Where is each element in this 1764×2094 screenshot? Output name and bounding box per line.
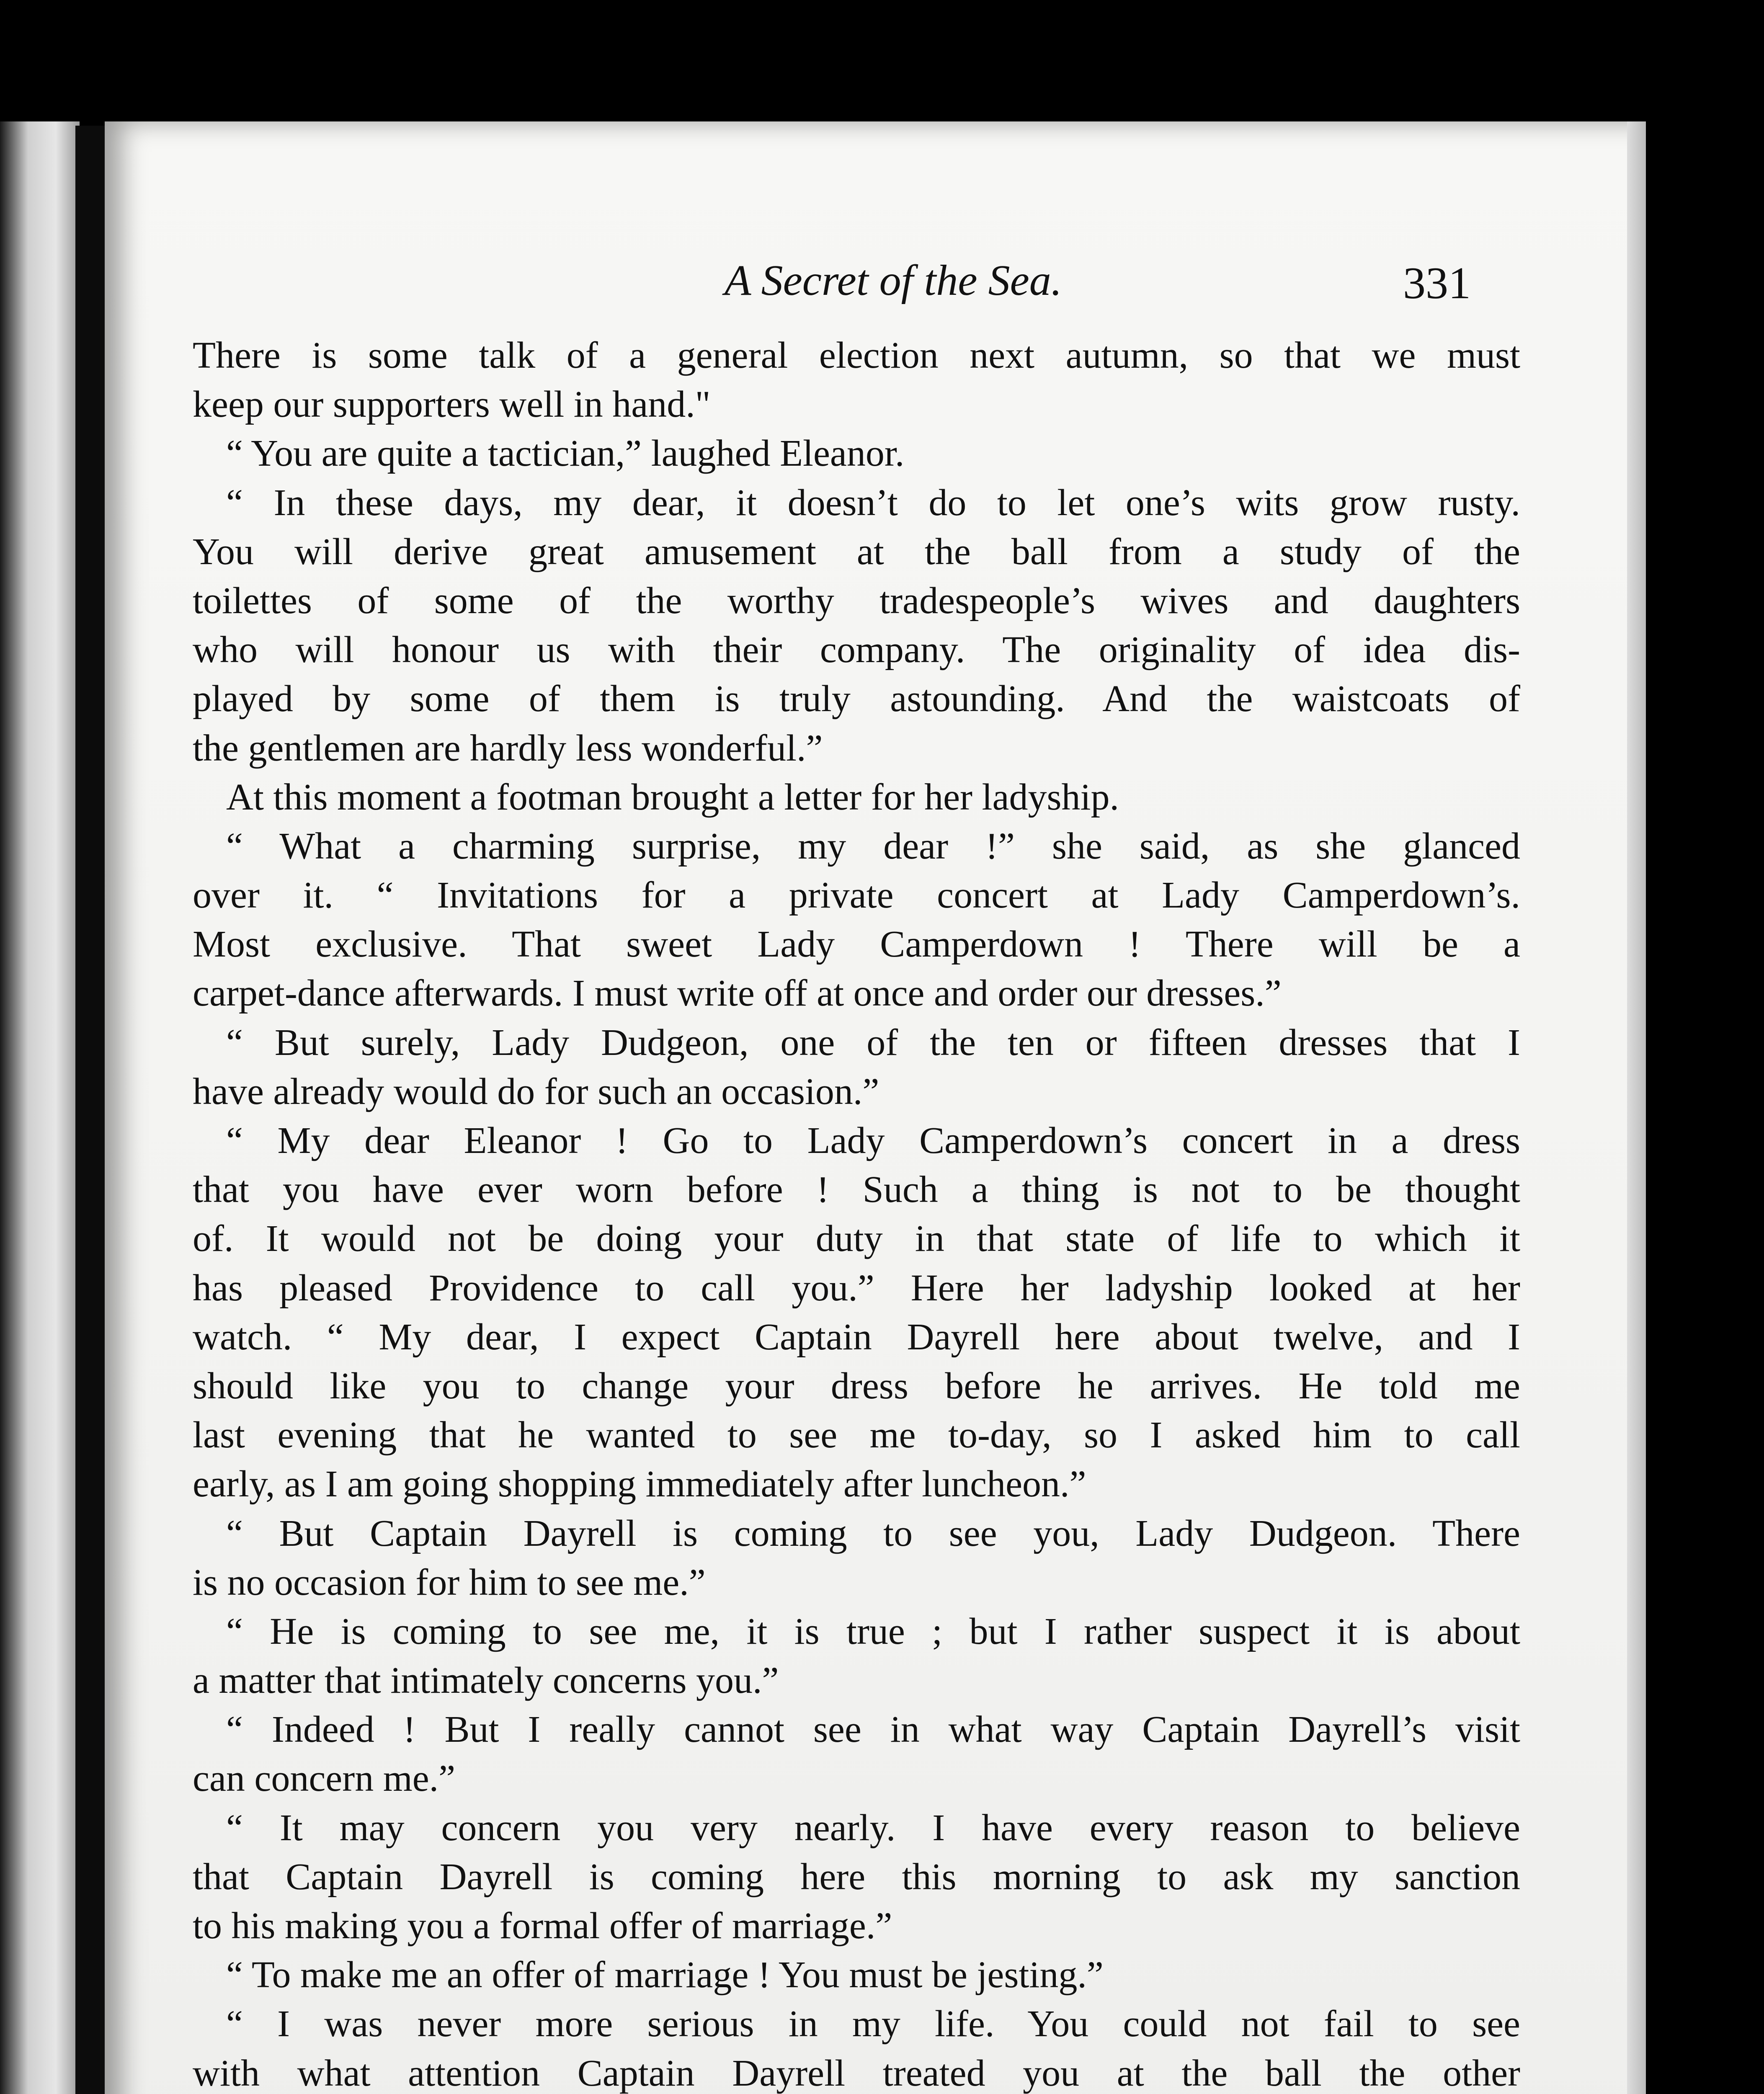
text-line: You will derive great amusement at the ball from a study of the xyxy=(193,531,1520,572)
text-line: There is some talk of a general election next autumn, so that we must xyxy=(193,335,1520,376)
text-line: toilettes of some of the worthy tradespeople’s wives and daughters xyxy=(193,580,1520,621)
text-line: “ But Captain Dayrell is coming to see you, Lady Dudgeon. There xyxy=(226,1512,1520,1554)
text-line: “ It may concern you very nearly. I have every reason to believe xyxy=(226,1807,1520,1849)
text-line: should like you to change your dress before he arrives. He told me xyxy=(193,1365,1520,1407)
text-line: played by some of them is truly astounding. And the waistcoats of xyxy=(193,678,1520,720)
text-line: last evening that he wanted to see me to-day, so I asked him to call xyxy=(193,1414,1520,1456)
text-line: At this moment a footman brought a letter for her ladyship. xyxy=(226,776,1119,818)
page-fore-edge xyxy=(1627,121,1646,2094)
text-line: carpet-dance afterwards. I must write off at once and order our dresses.” xyxy=(193,972,1282,1014)
text-line: that you have ever worn before ! Such a thing is not to be thought xyxy=(193,1169,1520,1211)
facing-page-edge xyxy=(0,121,80,2094)
text-line: Most exclusive. That sweet Lady Camperdown ! There will be a xyxy=(193,923,1520,965)
page-number: 331 xyxy=(1403,258,1471,308)
text-line: “ But surely, Lady Dudgeon, one of the ten or fifteen dresses that I xyxy=(226,1021,1520,1063)
text-line: “ You are quite a tactician,” laughed Eleanor. xyxy=(226,433,905,475)
text-line: “ To make me an offer of marriage ! You must be jesting.” xyxy=(226,1954,1104,1996)
text-line: can concern me.” xyxy=(193,1758,456,1800)
text-line: keep our supporters well in hand." xyxy=(193,384,711,426)
text-line: “ What a charming surprise, my dear !” she said, as she glanced xyxy=(226,825,1520,867)
text-line: “ My dear Eleanor ! Go to Lady Camperdown’s concert in a dress xyxy=(226,1120,1520,1161)
book-gutter xyxy=(75,126,105,2094)
text-line: with what attention Captain Dayrell treated you at the ball the other xyxy=(193,2052,1520,2094)
text-line: that Captain Dayrell is coming here this morning to ask my sanction xyxy=(193,1856,1520,1898)
text-line: early, as I am going shopping immediately after luncheon.” xyxy=(193,1463,1086,1505)
text-line: who will honour us with their company. The originality of idea dis- xyxy=(193,629,1520,671)
text-line: “ I was never more serious in my life. You could not fail to see xyxy=(226,2003,1520,2045)
text-line: watch. “ My dear, I expect Captain Dayrell here about twelve, and I xyxy=(193,1316,1520,1358)
text-line: a matter that intimately concerns you.” xyxy=(193,1660,779,1702)
text-line: to his making you a formal offer of marriage.” xyxy=(193,1905,892,1947)
running-title: A Secret of the Sea. xyxy=(725,256,1062,304)
body-text xyxy=(193,331,1520,2094)
text-line: has pleased Providence to call you.” Here her ladyship looked at her xyxy=(193,1267,1520,1309)
text-line: “ He is coming to see me, it is true ; but I rather suspect it is about xyxy=(226,1610,1520,1652)
text-line: “ Indeed ! But I really cannot see in what way Captain Dayrell’s visit xyxy=(226,1709,1520,1751)
text-line: over it. “ Invitations for a private concert at Lady Camperdown’s. xyxy=(193,874,1520,916)
text-line: “ In these days, my dear, it doesn’t do to let one’s wits grow rusty. xyxy=(226,482,1520,524)
text-line: of. It would not be doing your duty in that state of life to which it xyxy=(193,1218,1520,1260)
text-line: have already would do for such an occasion.” xyxy=(193,1070,879,1112)
book-page xyxy=(105,121,1646,2094)
text-line: is no occasion for him to see me.” xyxy=(193,1561,706,1603)
text-line: the gentlemen are hardly less wonderful.” xyxy=(193,727,823,769)
